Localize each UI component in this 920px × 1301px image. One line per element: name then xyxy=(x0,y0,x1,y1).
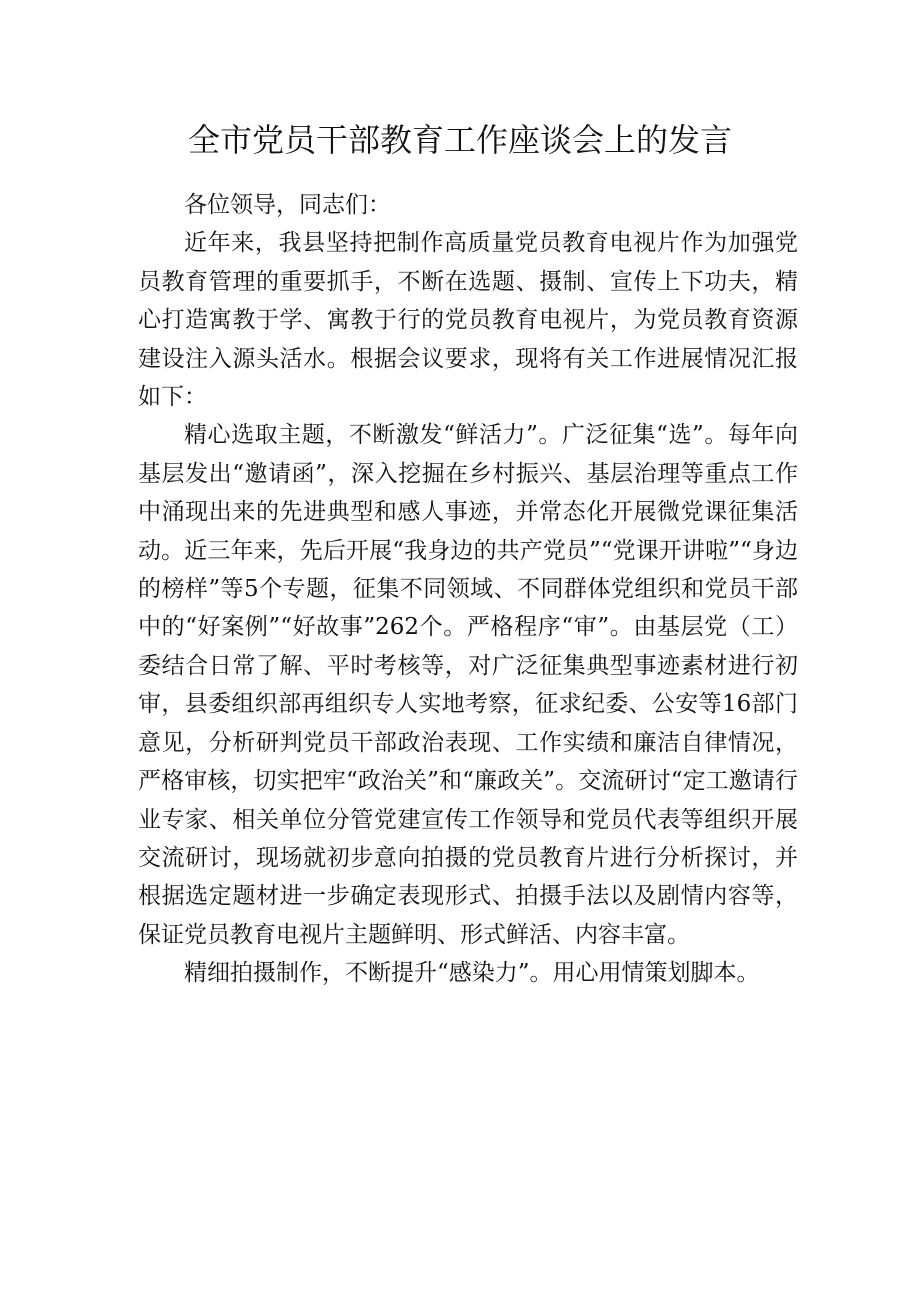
production-paragraph: 精细拍摄制作，不断提升“感染力”。用心用情策划脚本。 xyxy=(184,960,760,987)
document-title: 全市党员干部教育工作座谈会上的发言 xyxy=(187,121,732,159)
intro-paragraph: 近年来，我县坚持把制作高质量党员教育电视片作为加强党员教育管理的重要抓手，不断在选题、摄制、宣传上下功夫，精心打造寓教于学、寓教于行的党员教育电视片，为党员教育资源建设注入源头活水。根据会议要求，现将有关工作进展情况汇报如下： xyxy=(138,230,798,411)
topic-selection-paragraph: 精心选取主题，不断激发“鲜活力”。广泛征集“选”。每年向基层发出“邀请函”，深入挖掘在乡村振兴、基层治理等重点工作中涌现出来的先进典型和感人事迹，并常态化开展微党课征集活动。近三年来，先后开展“我身边的共产党员”“党课开讲啦”“身边的榜样”等5个专题，征集不同领域、不同群体党组织和党员干部中的“好案例”“好故事”262个。严格程序“审”。由基层党（工）委结合日常了解、平时考核等，对广泛征集典型事迹素材进行初审，县委组织部再组织专人实地考察，征求纪委、公安等16部门意见，分析研判党员干部政治表现、工作实绩和廉洁自律情况，严格审核，切实把牢“政治关”和“廉政关”。交流研讨“定工邀请行业专家、相关单位分管党建宣传工作领导和党员代表等组织开展交流研讨，现场就初步意向拍摄的党员教育片进行分析探讨，并根据选定题材进一步确定表现形式、拍摄手法以及剧情内容等，保证党员教育电视片主题鲜明、形式鲜活、内容丰富。 xyxy=(138,422,798,948)
document-body xyxy=(138,186,798,993)
salutation-paragraph: 各位领导，同志们： xyxy=(184,192,391,218)
